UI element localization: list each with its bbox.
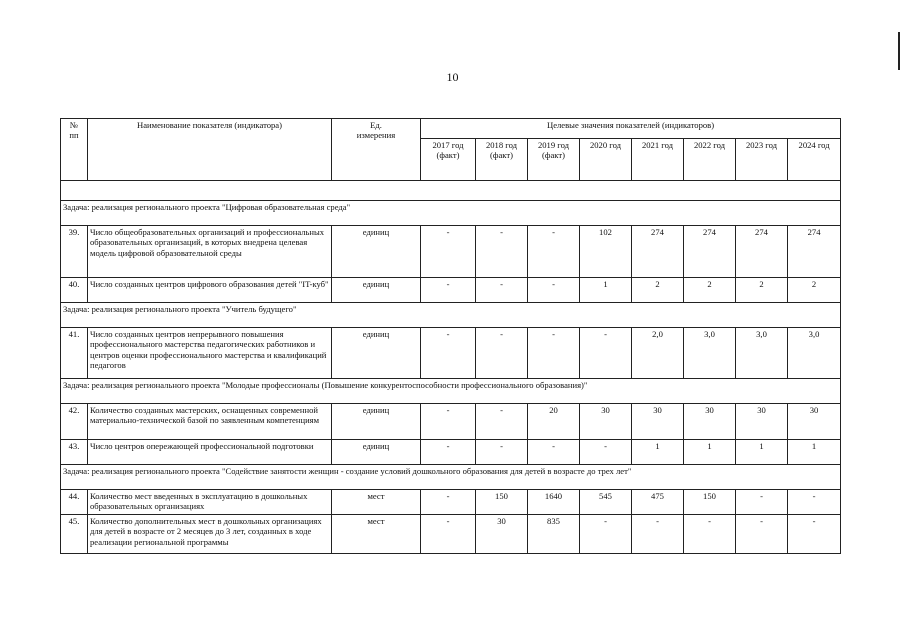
value-cell: 1 bbox=[580, 278, 632, 303]
value-cell: 545 bbox=[580, 490, 632, 515]
value-cell: - bbox=[528, 226, 580, 278]
indicator-name: Число общеобразовательных организаций и профессиональных образовательных организаций, в которых внедрена целевая модель цифровой образовательной среды bbox=[88, 226, 332, 278]
row-num: 43. bbox=[61, 440, 88, 465]
indicator-name: Количество дополнительных мест в дошкольных организациях для детей в возрасте от 2 месяцев до 3 лет, созданных в ходе реализации региональной программы bbox=[88, 515, 332, 554]
value-cell: - bbox=[528, 328, 580, 379]
value-cell: - bbox=[421, 515, 476, 554]
value-cell: 30 bbox=[580, 404, 632, 440]
row-num: 39. bbox=[61, 226, 88, 278]
indicator-name: Число созданных центров непрерывного повышения профессионального мастерства педагогических работников и центров оценки профессионального мастерства и квалификаций педагогов bbox=[88, 328, 332, 379]
value-cell: 2,0 bbox=[632, 328, 684, 379]
table-row bbox=[61, 515, 841, 554]
value-cell: 1 bbox=[788, 440, 841, 465]
value-cell: - bbox=[476, 328, 528, 379]
value-cell: 102 bbox=[580, 226, 632, 278]
value-cell: 20 bbox=[528, 404, 580, 440]
page-number: 10 bbox=[446, 70, 459, 84]
value-cell: 2 bbox=[684, 278, 736, 303]
table-header bbox=[61, 119, 841, 181]
header-targets: Целевые значения показателей (индикаторов) bbox=[421, 119, 841, 139]
value-cell: - bbox=[421, 278, 476, 303]
page-edge-mark bbox=[898, 32, 900, 70]
value-cell: - bbox=[476, 440, 528, 465]
header-year: 2022 год bbox=[684, 139, 736, 181]
value-cell: 475 bbox=[632, 490, 684, 515]
value-cell: 2 bbox=[632, 278, 684, 303]
row-num: 42. bbox=[61, 404, 88, 440]
value-cell: 30 bbox=[736, 404, 788, 440]
table-body bbox=[61, 181, 841, 554]
value-cell: 3,0 bbox=[684, 328, 736, 379]
value-cell: - bbox=[421, 440, 476, 465]
row-num: 44. bbox=[61, 490, 88, 515]
value-cell: 30 bbox=[684, 404, 736, 440]
indicator-name: Число созданных центров цифрового образования детей "IT-куб" bbox=[88, 278, 332, 303]
value-cell: - bbox=[788, 490, 841, 515]
value-cell: 1 bbox=[684, 440, 736, 465]
header-spacer bbox=[61, 181, 841, 201]
header-year: 2018 год (факт) bbox=[476, 139, 528, 181]
row-num: 40. bbox=[61, 278, 88, 303]
task-heading: Задача: реализация регионального проекта "Молодые профессионалы (Повышение конкурентоспособности профессионального образования)" bbox=[61, 379, 841, 404]
value-cell: - bbox=[476, 226, 528, 278]
unit-cell: мест bbox=[332, 515, 421, 554]
value-cell: - bbox=[736, 490, 788, 515]
header-num: № пп bbox=[61, 119, 88, 181]
unit-cell: единиц bbox=[332, 440, 421, 465]
value-cell: 30 bbox=[788, 404, 841, 440]
value-cell: - bbox=[632, 515, 684, 554]
table-row bbox=[61, 328, 841, 379]
header-year: 2019 год (факт) bbox=[528, 139, 580, 181]
value-cell: 2 bbox=[736, 278, 788, 303]
header-year: 2017 год (факт) bbox=[421, 139, 476, 181]
value-cell: 3,0 bbox=[788, 328, 841, 379]
table-row bbox=[61, 404, 841, 440]
table-row bbox=[61, 226, 841, 278]
value-cell: 274 bbox=[632, 226, 684, 278]
value-cell: 274 bbox=[736, 226, 788, 278]
unit-cell: мест bbox=[332, 490, 421, 515]
table-row bbox=[61, 440, 841, 465]
header-unit: Ед. измерения bbox=[332, 119, 421, 181]
value-cell: - bbox=[421, 490, 476, 515]
task-heading: Задача: реализация регионального проекта "Цифровая образовательная среда" bbox=[61, 201, 841, 226]
table-row bbox=[61, 490, 841, 515]
value-cell: - bbox=[421, 226, 476, 278]
value-cell: - bbox=[421, 328, 476, 379]
header-year: 2021 год bbox=[632, 139, 684, 181]
value-cell: - bbox=[788, 515, 841, 554]
table-row bbox=[61, 278, 841, 303]
unit-cell: единиц bbox=[332, 278, 421, 303]
value-cell: - bbox=[421, 404, 476, 440]
value-cell: - bbox=[684, 515, 736, 554]
unit-cell: единиц bbox=[332, 226, 421, 278]
value-cell: 1 bbox=[736, 440, 788, 465]
row-num: 45. bbox=[61, 515, 88, 554]
value-cell: - bbox=[476, 278, 528, 303]
value-cell: 1 bbox=[632, 440, 684, 465]
header-year: 2023 год bbox=[736, 139, 788, 181]
value-cell: 150 bbox=[684, 490, 736, 515]
value-cell: 150 bbox=[476, 490, 528, 515]
unit-cell: единиц bbox=[332, 328, 421, 379]
indicator-name: Число центров опережающей профессиональной подготовки bbox=[88, 440, 332, 465]
value-cell: 2 bbox=[788, 278, 841, 303]
unit-cell: единиц bbox=[332, 404, 421, 440]
header-name: Наименование показателя (индикатора) bbox=[88, 119, 332, 181]
value-cell: 274 bbox=[788, 226, 841, 278]
value-cell: - bbox=[580, 440, 632, 465]
value-cell: 274 bbox=[684, 226, 736, 278]
value-cell: 1640 bbox=[528, 490, 580, 515]
task-heading: Задача: реализация регионального проекта "Учитель будущего" bbox=[61, 303, 841, 328]
header-year: 2020 год bbox=[580, 139, 632, 181]
indicators-table bbox=[60, 118, 841, 554]
task-heading: Задача: реализация регионального проекта "Содействие занятости женщин - создание условий дошкольного образования для детей в возрасте до трех лет" bbox=[61, 465, 841, 490]
header-year: 2024 год bbox=[788, 139, 841, 181]
value-cell: - bbox=[580, 515, 632, 554]
value-cell: 30 bbox=[632, 404, 684, 440]
indicator-name: Количество мест введенных в эксплуатацию в дошкольных образовательных организациях bbox=[88, 490, 332, 515]
indicator-name: Количество созданных мастерских, оснащенных современной материально-технической базой по заявленным компетенциям bbox=[88, 404, 332, 440]
row-num: 41. bbox=[61, 328, 88, 379]
value-cell: - bbox=[476, 404, 528, 440]
value-cell: - bbox=[580, 328, 632, 379]
value-cell: 835 bbox=[528, 515, 580, 554]
value-cell: - bbox=[528, 440, 580, 465]
value-cell: - bbox=[736, 515, 788, 554]
value-cell: 3,0 bbox=[736, 328, 788, 379]
value-cell: 30 bbox=[476, 515, 528, 554]
value-cell: - bbox=[528, 278, 580, 303]
